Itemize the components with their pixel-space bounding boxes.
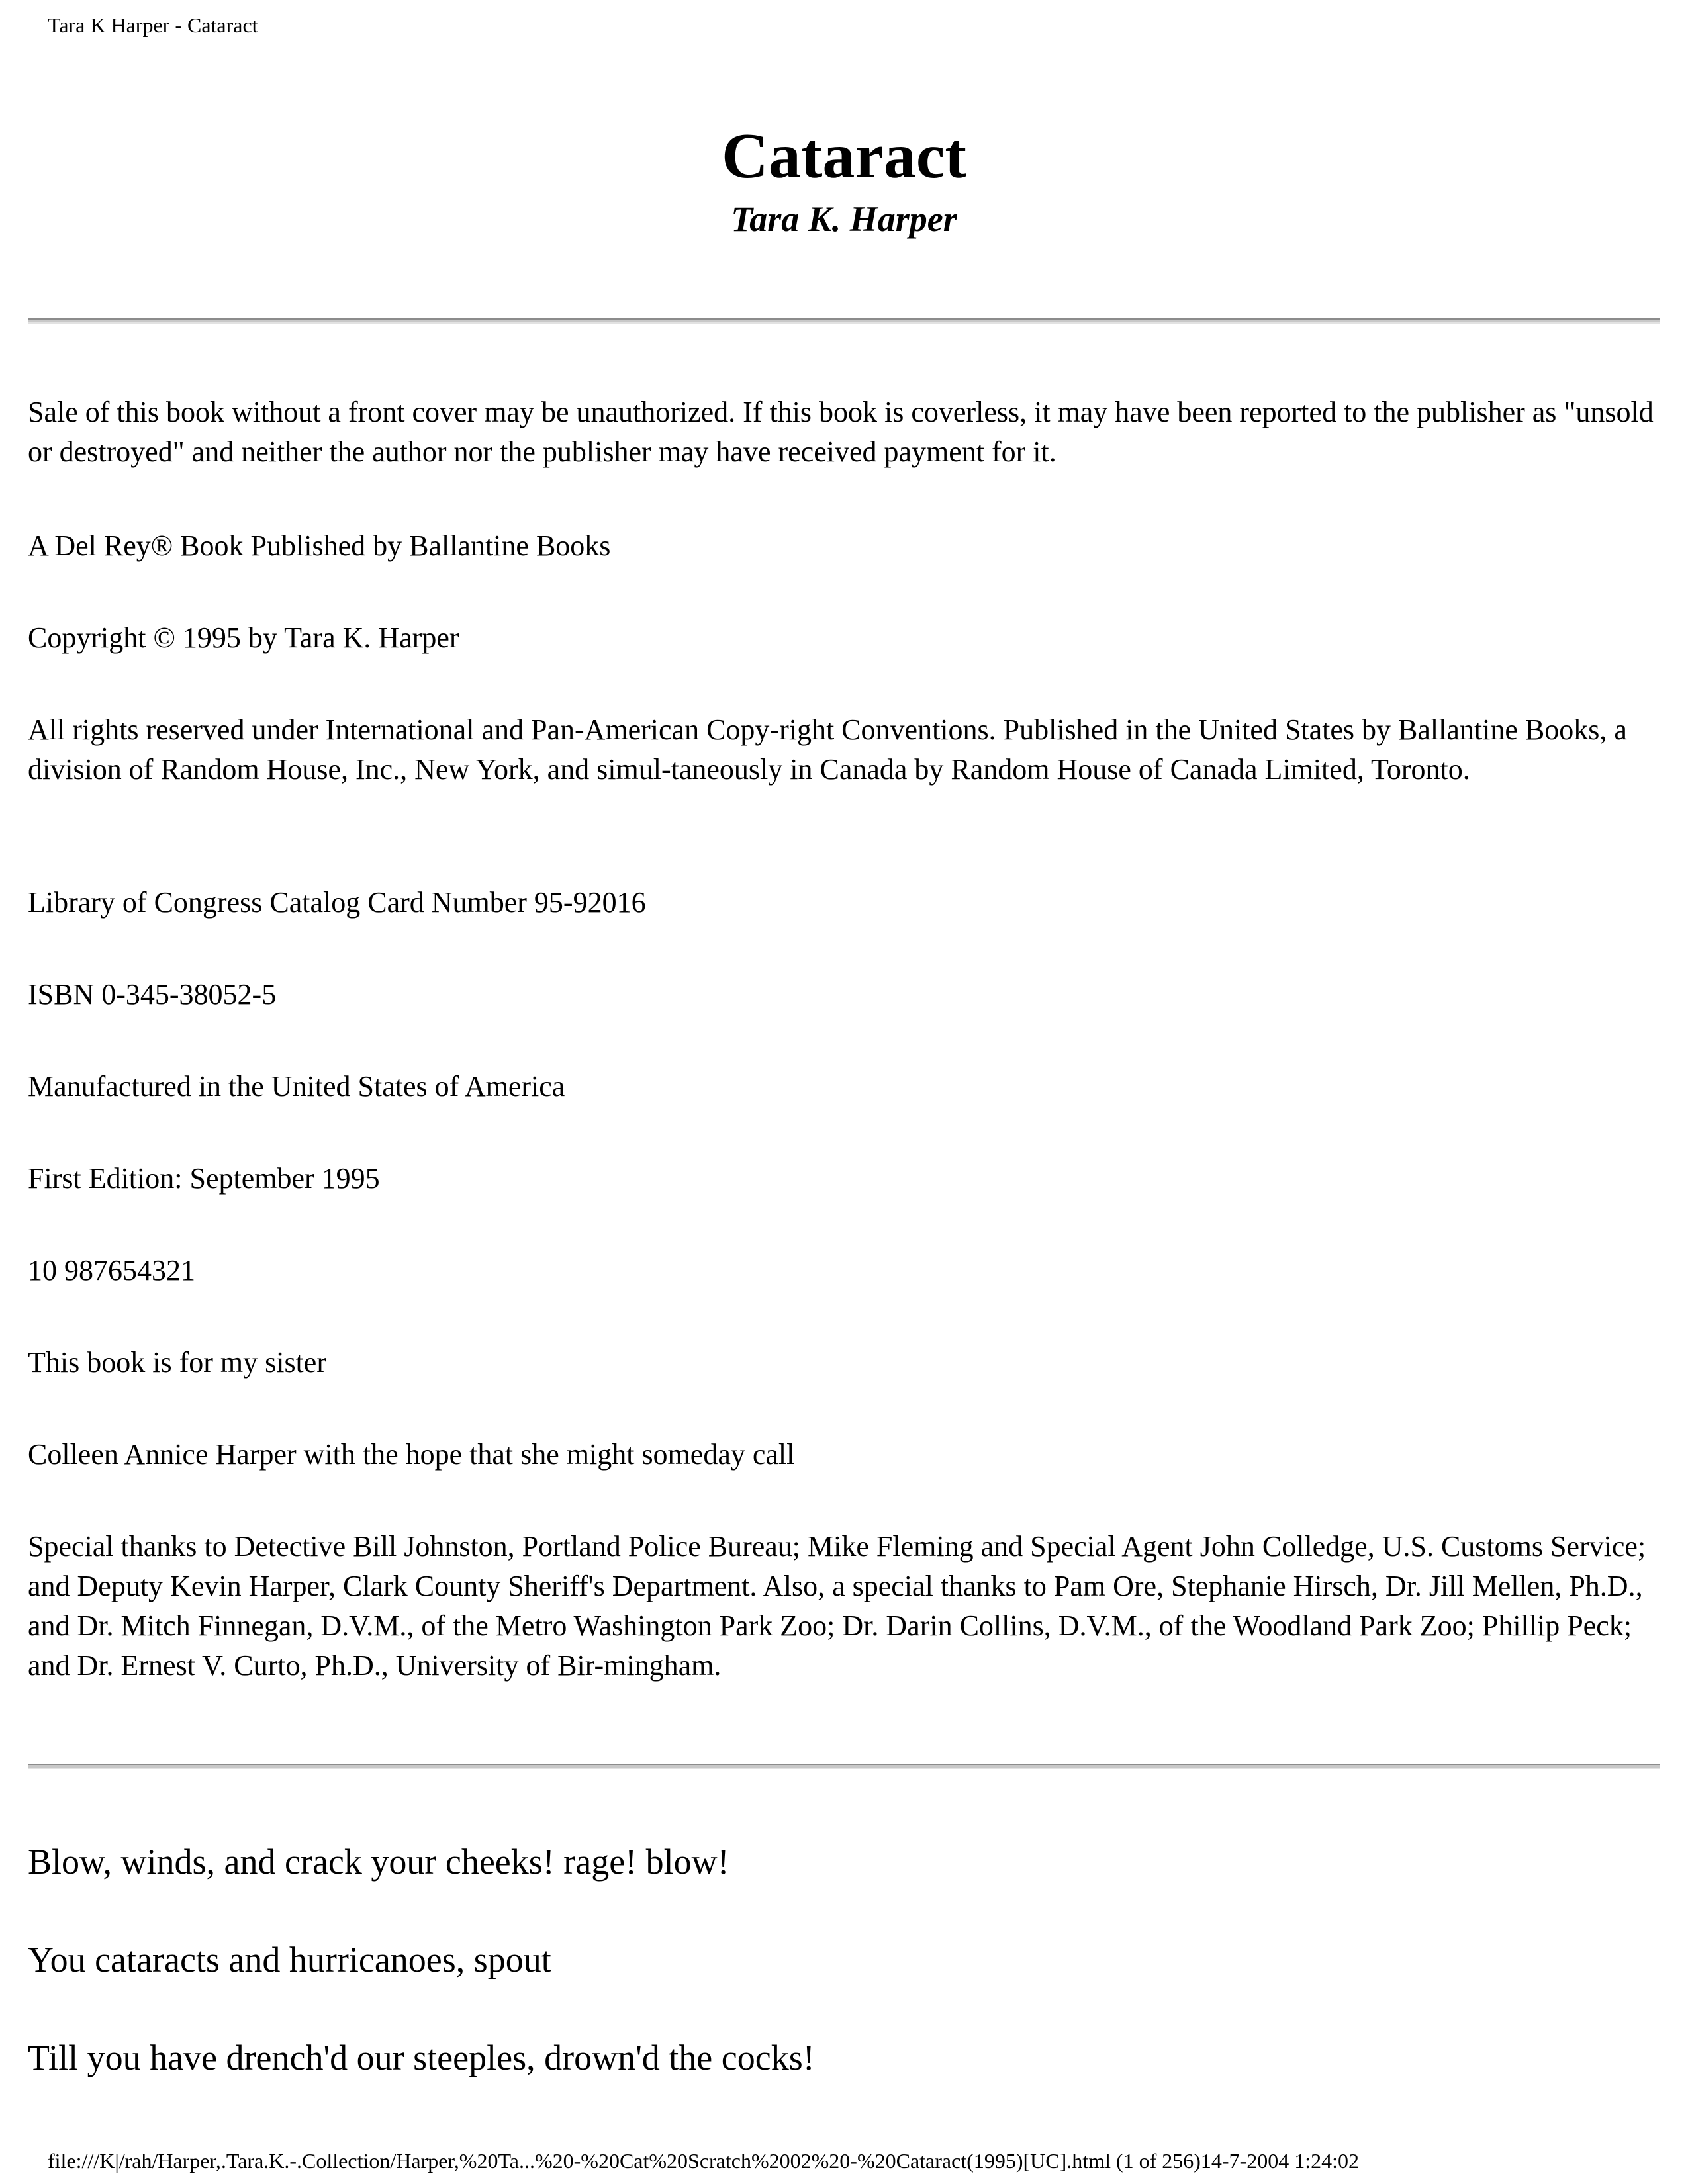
horizontal-rule-top [28,318,1660,324]
page-header: Tara K Harper - Cataract [48,13,258,37]
publisher-line: A Del Rey® Book Published by Ballantine Books [28,529,611,562]
title-block [0,116,1688,242]
dedication-line-2: Colleen Annice Harper with the hope that she might someday call [28,1438,795,1471]
print-line: 10 987654321 [28,1254,195,1287]
sale-notice: Sale of this book without a front cover may be unauthorized. If this book is coverless, it may have been reported to the publisher as "unsold or destroyed" and neither the author nor the publisher may have received payment for it. [28,396,1654,468]
copyright-line: Copyright © 1995 by Tara K. Harper [28,621,459,654]
loc-number: Library of Congress Catalog Card Number 95-92016 [28,886,646,919]
manufactured-line: Manufactured in the United States of America [28,1070,565,1103]
edition-line: First Edition: September 1995 [28,1162,380,1195]
horizontal-rule-bottom [28,1764,1660,1769]
epigraph-line-1: Blow, winds, and crack your cheeks! rage! blow! [28,1842,729,1882]
isbn: ISBN 0-345-38052-5 [28,978,277,1011]
epigraph-line-3: Till you have drench'd our steeples, drown'd the cocks! [28,2038,815,2077]
page-footer: file:///K|/rah/Harper,.Tara.K.-.Collection/Harper,%20Ta...%20-%20Cat%20Scratch%2002%20-%20Cataract(1995)[UC].html (1 of 256)14-7-2004 1:24:02 [48,2149,1360,2173]
rights-notice: All rights reserved under International and Pan-American Copy-right Conventions. Published in the United States by Ballantine Books, a division of Random House, Inc., New York, and simul-taneously in Canada by Random House of Canada Limited, Toronto. [28,713,1627,786]
book-title: Cataract [721,120,967,192]
dedication-line-1: This book is for my sister [28,1346,326,1379]
special-thanks: Special thanks to Detective Bill Johnston, Portland Police Bureau; Mike Fleming and Special Agent John Colledge, U.S. Customs Service; and Deputy Kevin Harper, Clark County Sheriff's Department. Also, a special thanks to Pam Ore, Stephanie Hirsch, Dr. Jill Mellen, Ph.D., and Dr. Mitch Finnegan, D.V.M., of the Metro Washington Park Zoo; Dr. Darin Collins, D.V.M., of the Woodland Park Zoo; Phillip Peck; and Dr. Ernest V. Curto, Ph.D., University of Bir-mingham. [28,1530,1646,1682]
book-author: Tara K. Harper [731,199,957,239]
epigraph-line-2: You cataracts and hurricanoes, spout [28,1940,551,1979]
